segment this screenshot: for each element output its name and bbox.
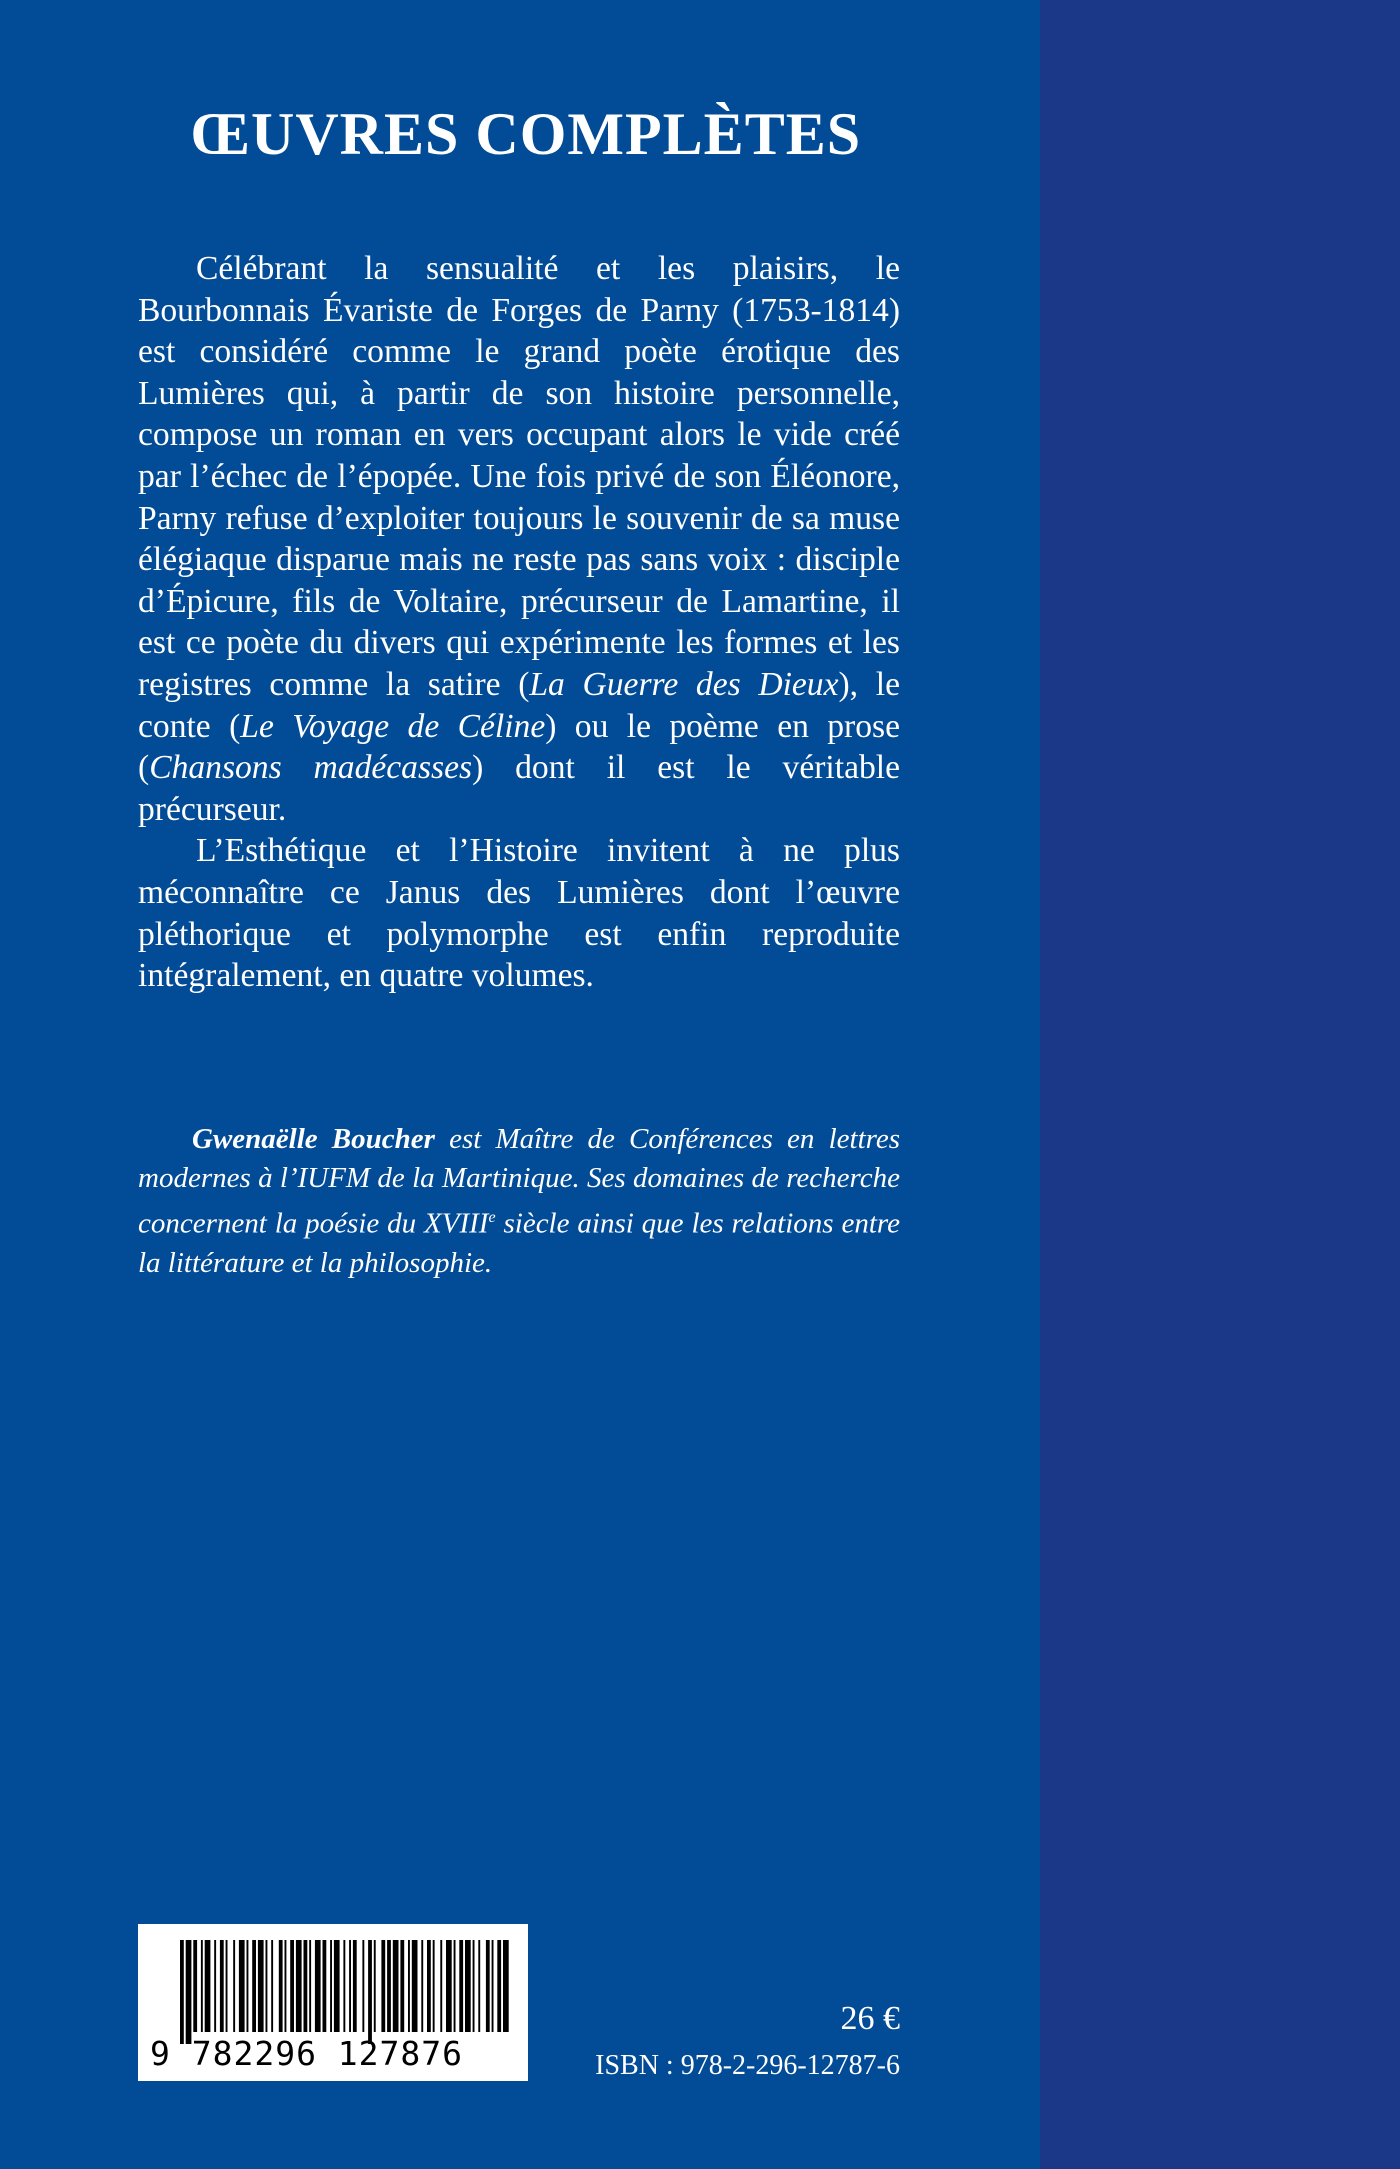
price: 26 € xyxy=(840,2000,900,2037)
work-title-guerre-des-dieux: La Guerre des Dieux xyxy=(529,665,839,703)
summary-text: ), le conte ( xyxy=(138,665,900,745)
summary-text: Célébrant la sensualité et les plaisirs, le Bourbonnais Évariste de Forges de Parny (1753-1814) est considéré comme le grand poète érotique des Lumières qui, à partir de son histoire personnelle, compose un roman en vers occupant alors le vide créé par l’échec de l’épopée. Une fois privé de son Éléonore, Parny refuse d’exploiter toujours le souvenir de sa muse élégiaque disparue mais ne reste pas sans voix : disciple d’Épicure, fils de Voltaire, précurseur de Lamartine, il est ce poète du divers qui expérimente les formes et les registres comme la satire ( xyxy=(138,250,900,703)
summary-text: ) ou le poème en prose ( xyxy=(138,707,900,787)
isbn: ISBN : 978-2-296-12787-6 xyxy=(595,2050,900,2081)
work-title-voyage-de-celine: Le Voyage de Céline xyxy=(240,707,546,745)
summary-paragraph-2: L’Esthétique et l’Histoire invitent à ne plus méconnaître ce Janus des Lumières dont l’œuvre pléthorique et polymorphe est enfin reproduite intégralement, en quatre volumes. xyxy=(138,832,900,995)
century-superscript: e xyxy=(488,1209,496,1226)
barcode-digits: 9 782296 127876 xyxy=(150,2034,464,2073)
author-note xyxy=(138,1120,900,1283)
work-title-chansons-madecasses: Chansons madécasses xyxy=(149,749,473,787)
summary-text: ) dont il est le véritable précurseur. xyxy=(138,749,900,828)
author-note-text: siècle ainsi que les relations entre la littérature et la philosophie. xyxy=(138,1207,900,1279)
book-summary xyxy=(138,248,900,997)
author-name: Gwenaëlle Boucher xyxy=(192,1123,435,1155)
summary-paragraph-1 xyxy=(138,248,900,830)
book-spine xyxy=(1040,0,1400,2169)
barcode xyxy=(138,1924,528,2081)
book-title: ŒUVRES COMPLÈTES xyxy=(190,101,862,167)
author-note-text: est Maître de Conférences en lettres modernes à l’IUFM de la Martinique. Ses domaines de recherche concernent la poésie du XVIII xyxy=(138,1123,900,1240)
